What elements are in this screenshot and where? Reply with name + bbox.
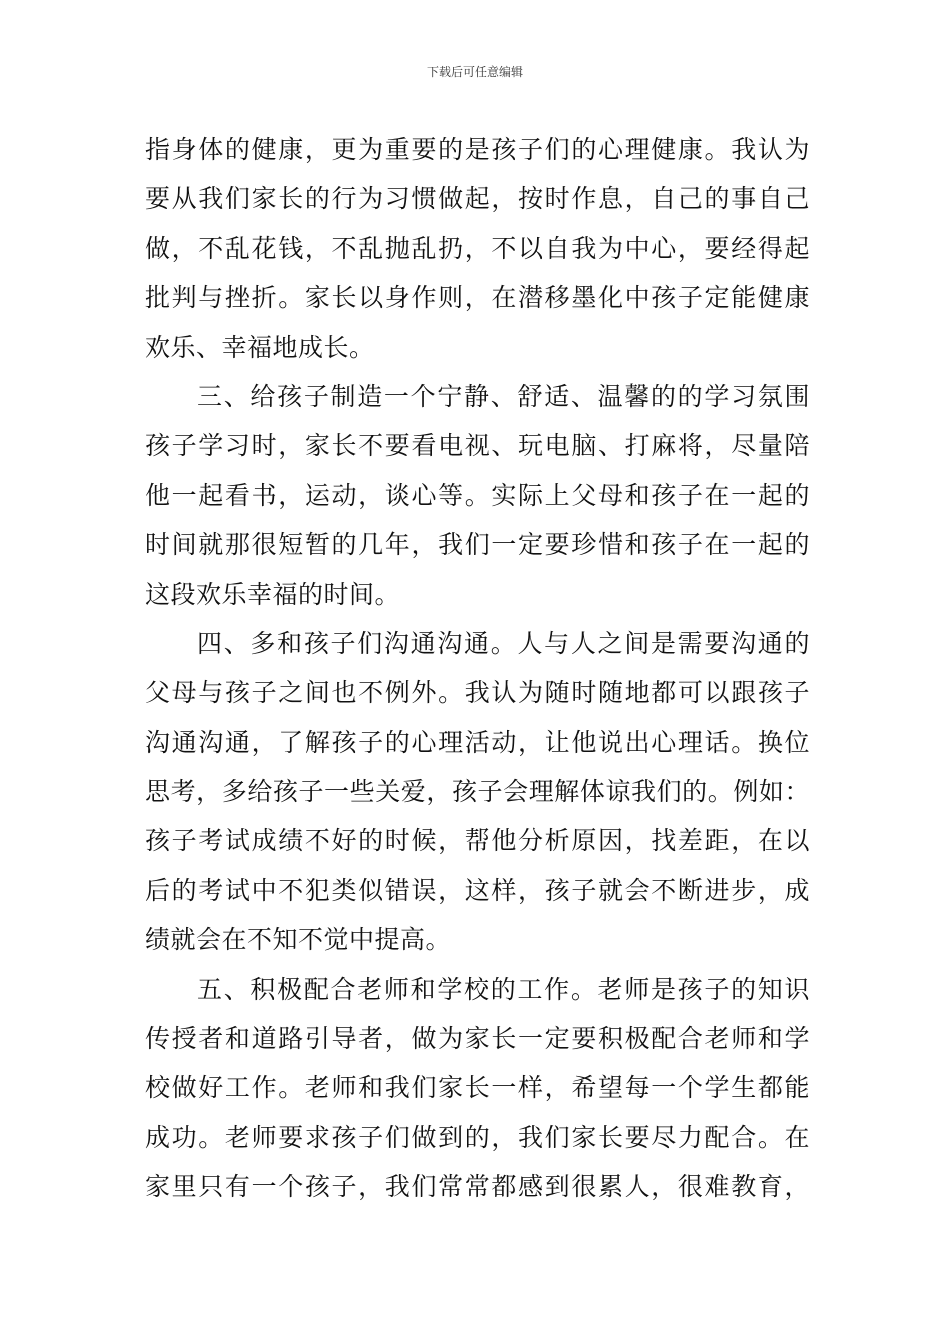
text-line: 孩子考试成绩不好的时候，帮他分析原因，找差距，在以 bbox=[145, 826, 810, 856]
text-line: 三、给孩子制造一个宁静、舒适、温馨的的学习氛围 bbox=[197, 381, 810, 411]
paragraph bbox=[145, 125, 810, 372]
text-line: 他一起看书，运动，谈心等。实际上父母和孩子在一起的 bbox=[145, 480, 810, 510]
page-header: 下载后可任意编辑 bbox=[426, 65, 523, 79]
text-line: 绩就会在不知不觉中提高。 bbox=[145, 925, 452, 955]
text-line: 时间就那很短暂的几年，我们一定要珍惜和孩子在一起的 bbox=[145, 530, 810, 560]
paragraph bbox=[145, 965, 810, 1212]
text-line: 批判与挫折。家长以身作则，在潜移墨化中孩子定能健康 bbox=[145, 283, 810, 313]
text-line: 传授者和道路引导者，做为家长一定要积极配合老师和学 bbox=[145, 1024, 810, 1054]
text-line: 成功。老师要求孩子们做到的，我们家长要尽力配合。在 bbox=[145, 1122, 810, 1152]
text-line: 孩子学习时，家长不要看电视、玩电脑、打麻将，尽量陪 bbox=[145, 431, 810, 461]
text-line: 四、多和孩子们沟通沟通。人与人之间是需要沟通的 bbox=[197, 628, 810, 658]
text-line: 这段欢乐幸福的时间。 bbox=[145, 579, 401, 609]
text-line: 指身体的健康，更为重要的是孩子们的心理健康。我认为 bbox=[145, 135, 810, 164]
text-line: 校做好工作。老师和我们家长一样，希望每一个学生都能 bbox=[145, 1073, 810, 1103]
text-line: 欢乐、幸福地成长。 bbox=[145, 332, 375, 362]
text-line: 做，不乱花钱，不乱抛乱扔，不以自我为中心，要经得起 bbox=[145, 233, 810, 263]
text-line: 父母与孩子之间也不例外。我认为随时随地都可以跟孩子 bbox=[145, 678, 810, 708]
paragraph bbox=[145, 372, 810, 619]
text-line: 要从我们家长的行为习惯做起，按时作息，自己的事自己 bbox=[145, 184, 810, 214]
text-line: 家里只有一个孩子，我们常常都感到很累人，很难教育， bbox=[145, 1172, 810, 1202]
text-line: 沟通沟通，了解孩子的心理活动，让他说出心理话。换位 bbox=[145, 727, 810, 757]
document-body bbox=[145, 125, 810, 1212]
text-line: 思考，多给孩子一些关爱，孩子会理解体谅我们的。例如： bbox=[145, 777, 810, 807]
text-line: 五、积极配合老师和学校的工作。老师是孩子的知识 bbox=[197, 974, 810, 1004]
text-line: 后的考试中不犯类似错误，这样，孩子就会不断进步，成 bbox=[145, 875, 810, 905]
paragraph bbox=[145, 619, 810, 965]
